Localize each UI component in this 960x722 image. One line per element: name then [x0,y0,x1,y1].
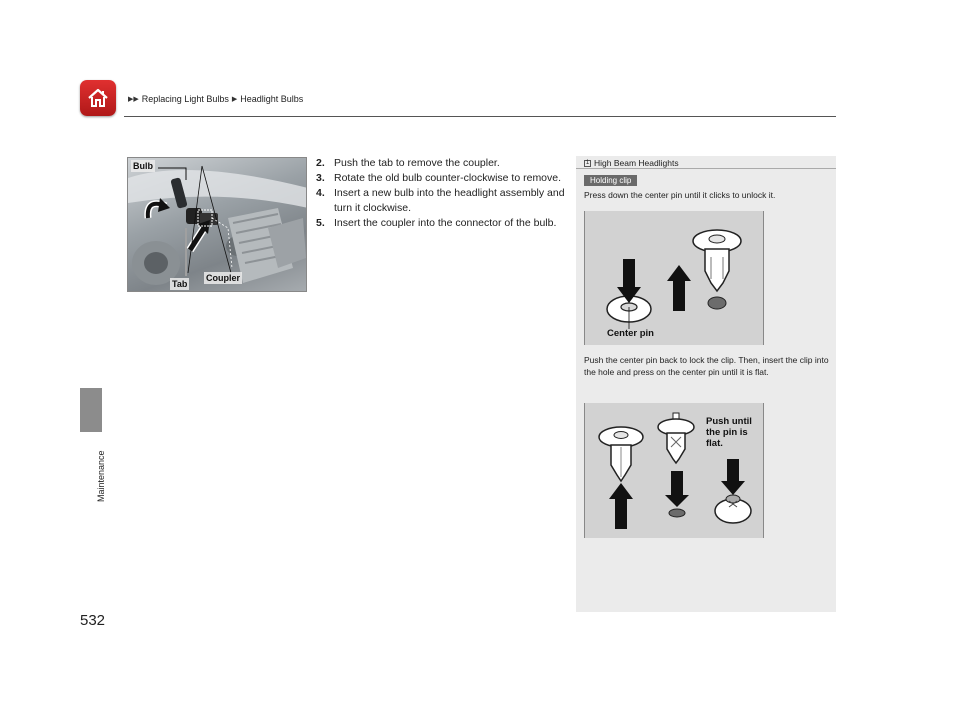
step-item: 5. Insert the coupler into the connector of the bulb. [316,217,557,229]
home-button[interactable] [80,80,116,116]
clip-unlock-illustration [585,211,763,345]
note-ref-icon: 1 [585,159,590,166]
breadcrumb-arrow-icon: ▶▶ [128,96,139,103]
center-pin-label: Center pin [607,328,654,339]
note-title: 1 High Beam Headlights [585,158,679,168]
step-item: 4. Insert a new bulb into the headlight assembly and turn it clockwise. [316,187,565,214]
procedure-steps [316,156,566,231]
headlight-bulb-photo [127,157,307,292]
step-item: 3. Rotate the old bulb counter-clockwise to remove. [316,172,562,184]
push-until-flat-label: Push until the pin is flat. [706,416,752,449]
header-divider [124,116,836,117]
breadcrumb-arrow-icon: ▶ [231,96,238,103]
breadcrumb [128,94,303,104]
note-text-unlock: Press down the center pin until it clicks to unlock it. [584,190,776,200]
clip-unlock-figure [584,211,764,345]
note-text-lock: Push the center pin back to lock the clip. Then, insert the clip into the hole and press on the center pin until it is flat. [584,355,829,377]
section-tab-marker[interactable] [80,388,102,432]
clip-lock-figure [584,403,764,538]
page-number: 532 [80,612,106,629]
home-icon [86,86,110,110]
note-divider [576,168,836,169]
bulb-label: Bulb [133,161,153,171]
breadcrumb-item[interactable]: Headlight Bulbs [240,94,304,104]
breadcrumb-item[interactable]: Replacing Light Bulbs [141,94,229,104]
coupler-label: Coupler [206,273,241,283]
step-item: 2. Push the tab to remove the coupler. [316,157,500,169]
holding-clip-badge: Holding clip [584,175,637,186]
tab-label: Tab [172,279,188,289]
section-tab-label: Maintenance [96,450,106,502]
